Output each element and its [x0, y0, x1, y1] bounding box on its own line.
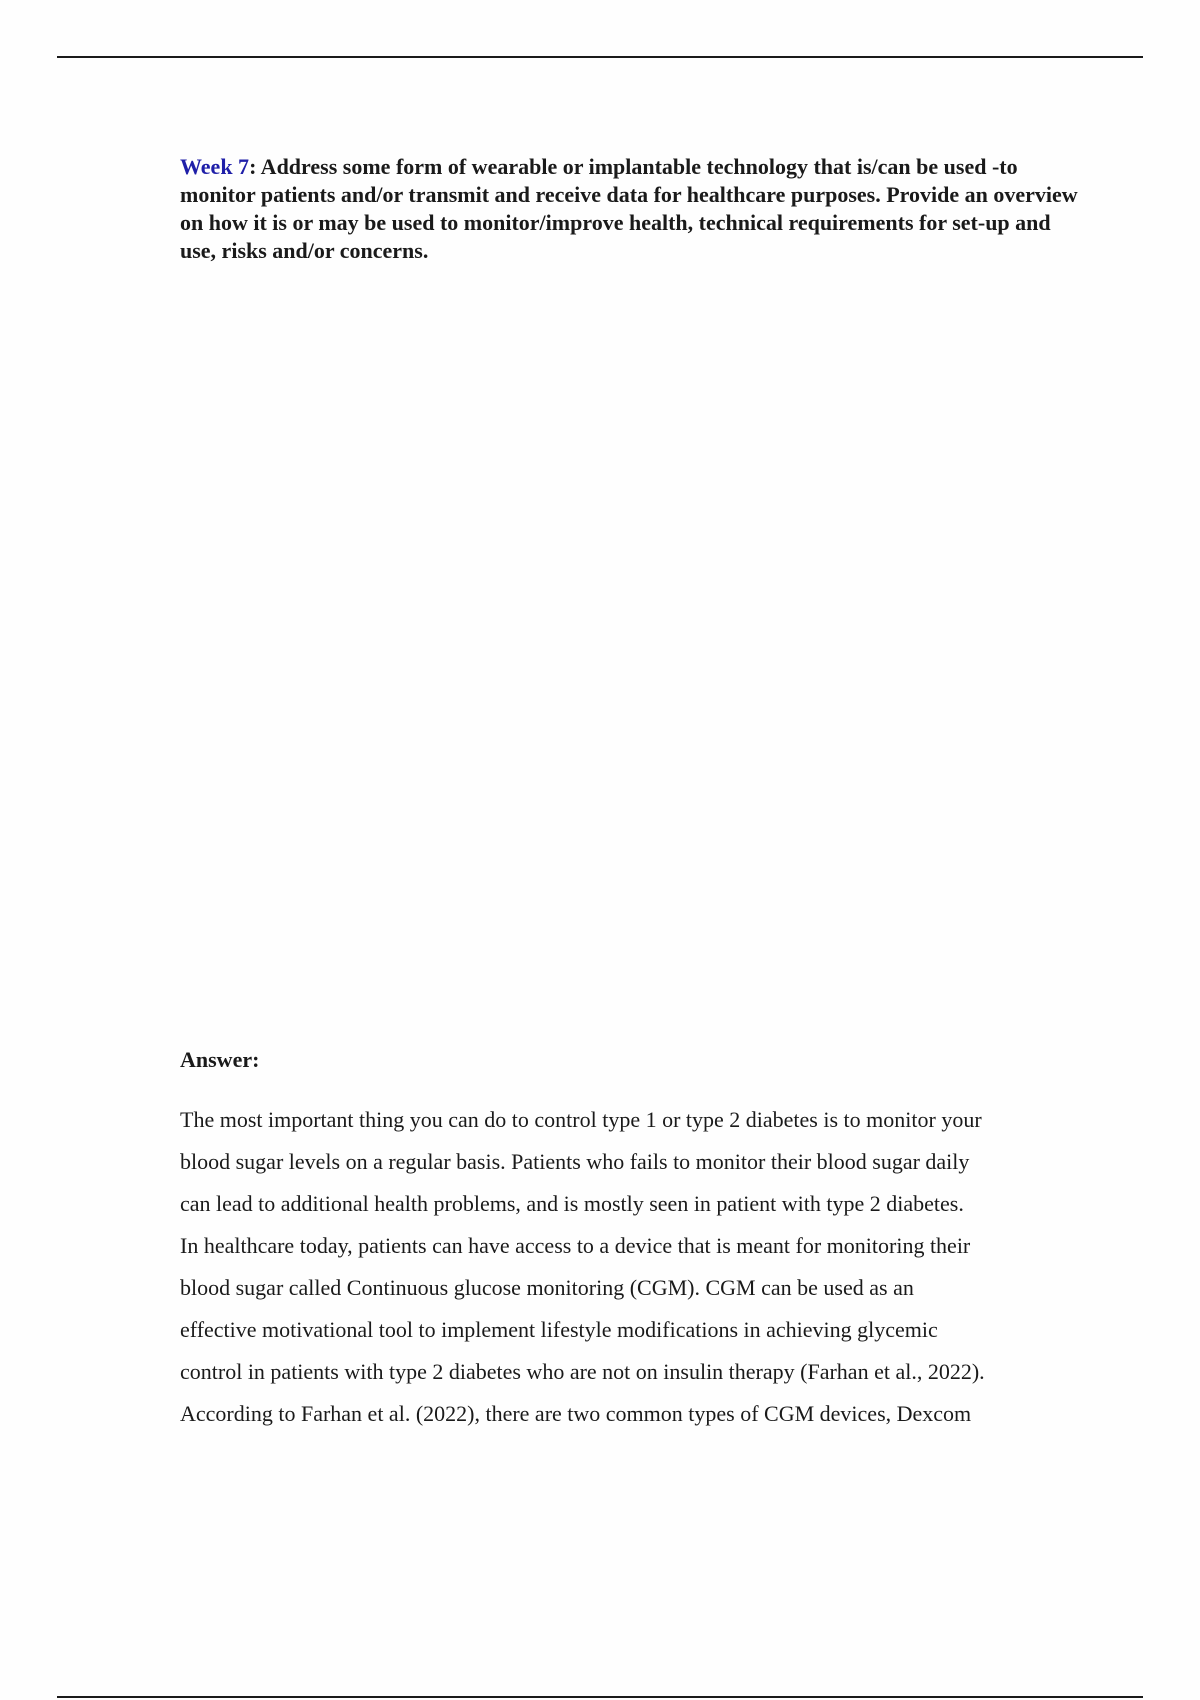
prompt-text: : Address some form of wearable or implantable technology that is/can be used -to monitor patients and/or transmit and receive data for healthcare purposes. Provide an overview on how it is or may be used to monitor/improve health, technical requirements for set-up and use, risks and/or concerns.: [180, 154, 1078, 263]
answer-line: blood sugar called Continuous glucose monitoring (CGM). CGM can be used as an: [180, 1275, 914, 1300]
answer-line: According to Farhan et al. (2022), there are two common types of CGM devices, Dexcom: [180, 1401, 972, 1426]
answer-line: The most important thing you can do to control type 1 or type 2 diabetes is to monitor your: [180, 1107, 982, 1132]
answer-line: can lead to additional health problems, and is mostly seen in patient with type 2 diabetes.: [180, 1191, 964, 1216]
answer-line: In healthcare today, patients can have access to a device that is meant for monitoring their: [180, 1233, 971, 1258]
top-rule: [57, 56, 1143, 58]
answer-line: effective motivational tool to implement lifestyle modifications in achieving glycemic: [180, 1317, 938, 1342]
answer-line: blood sugar levels on a regular basis. Patients who fails to monitor their blood sugar daily: [180, 1149, 970, 1174]
assignment-prompt: [180, 153, 1080, 265]
answer-line: control in patients with type 2 diabetes who are not on insulin therapy (Farhan et al., 2022).: [180, 1359, 985, 1384]
bottom-rule: [57, 1696, 1143, 1698]
week-label[interactable]: Week 7: [180, 154, 250, 179]
answer-heading: Answer:: [180, 1047, 260, 1072]
answer-body: [180, 1099, 1080, 1435]
